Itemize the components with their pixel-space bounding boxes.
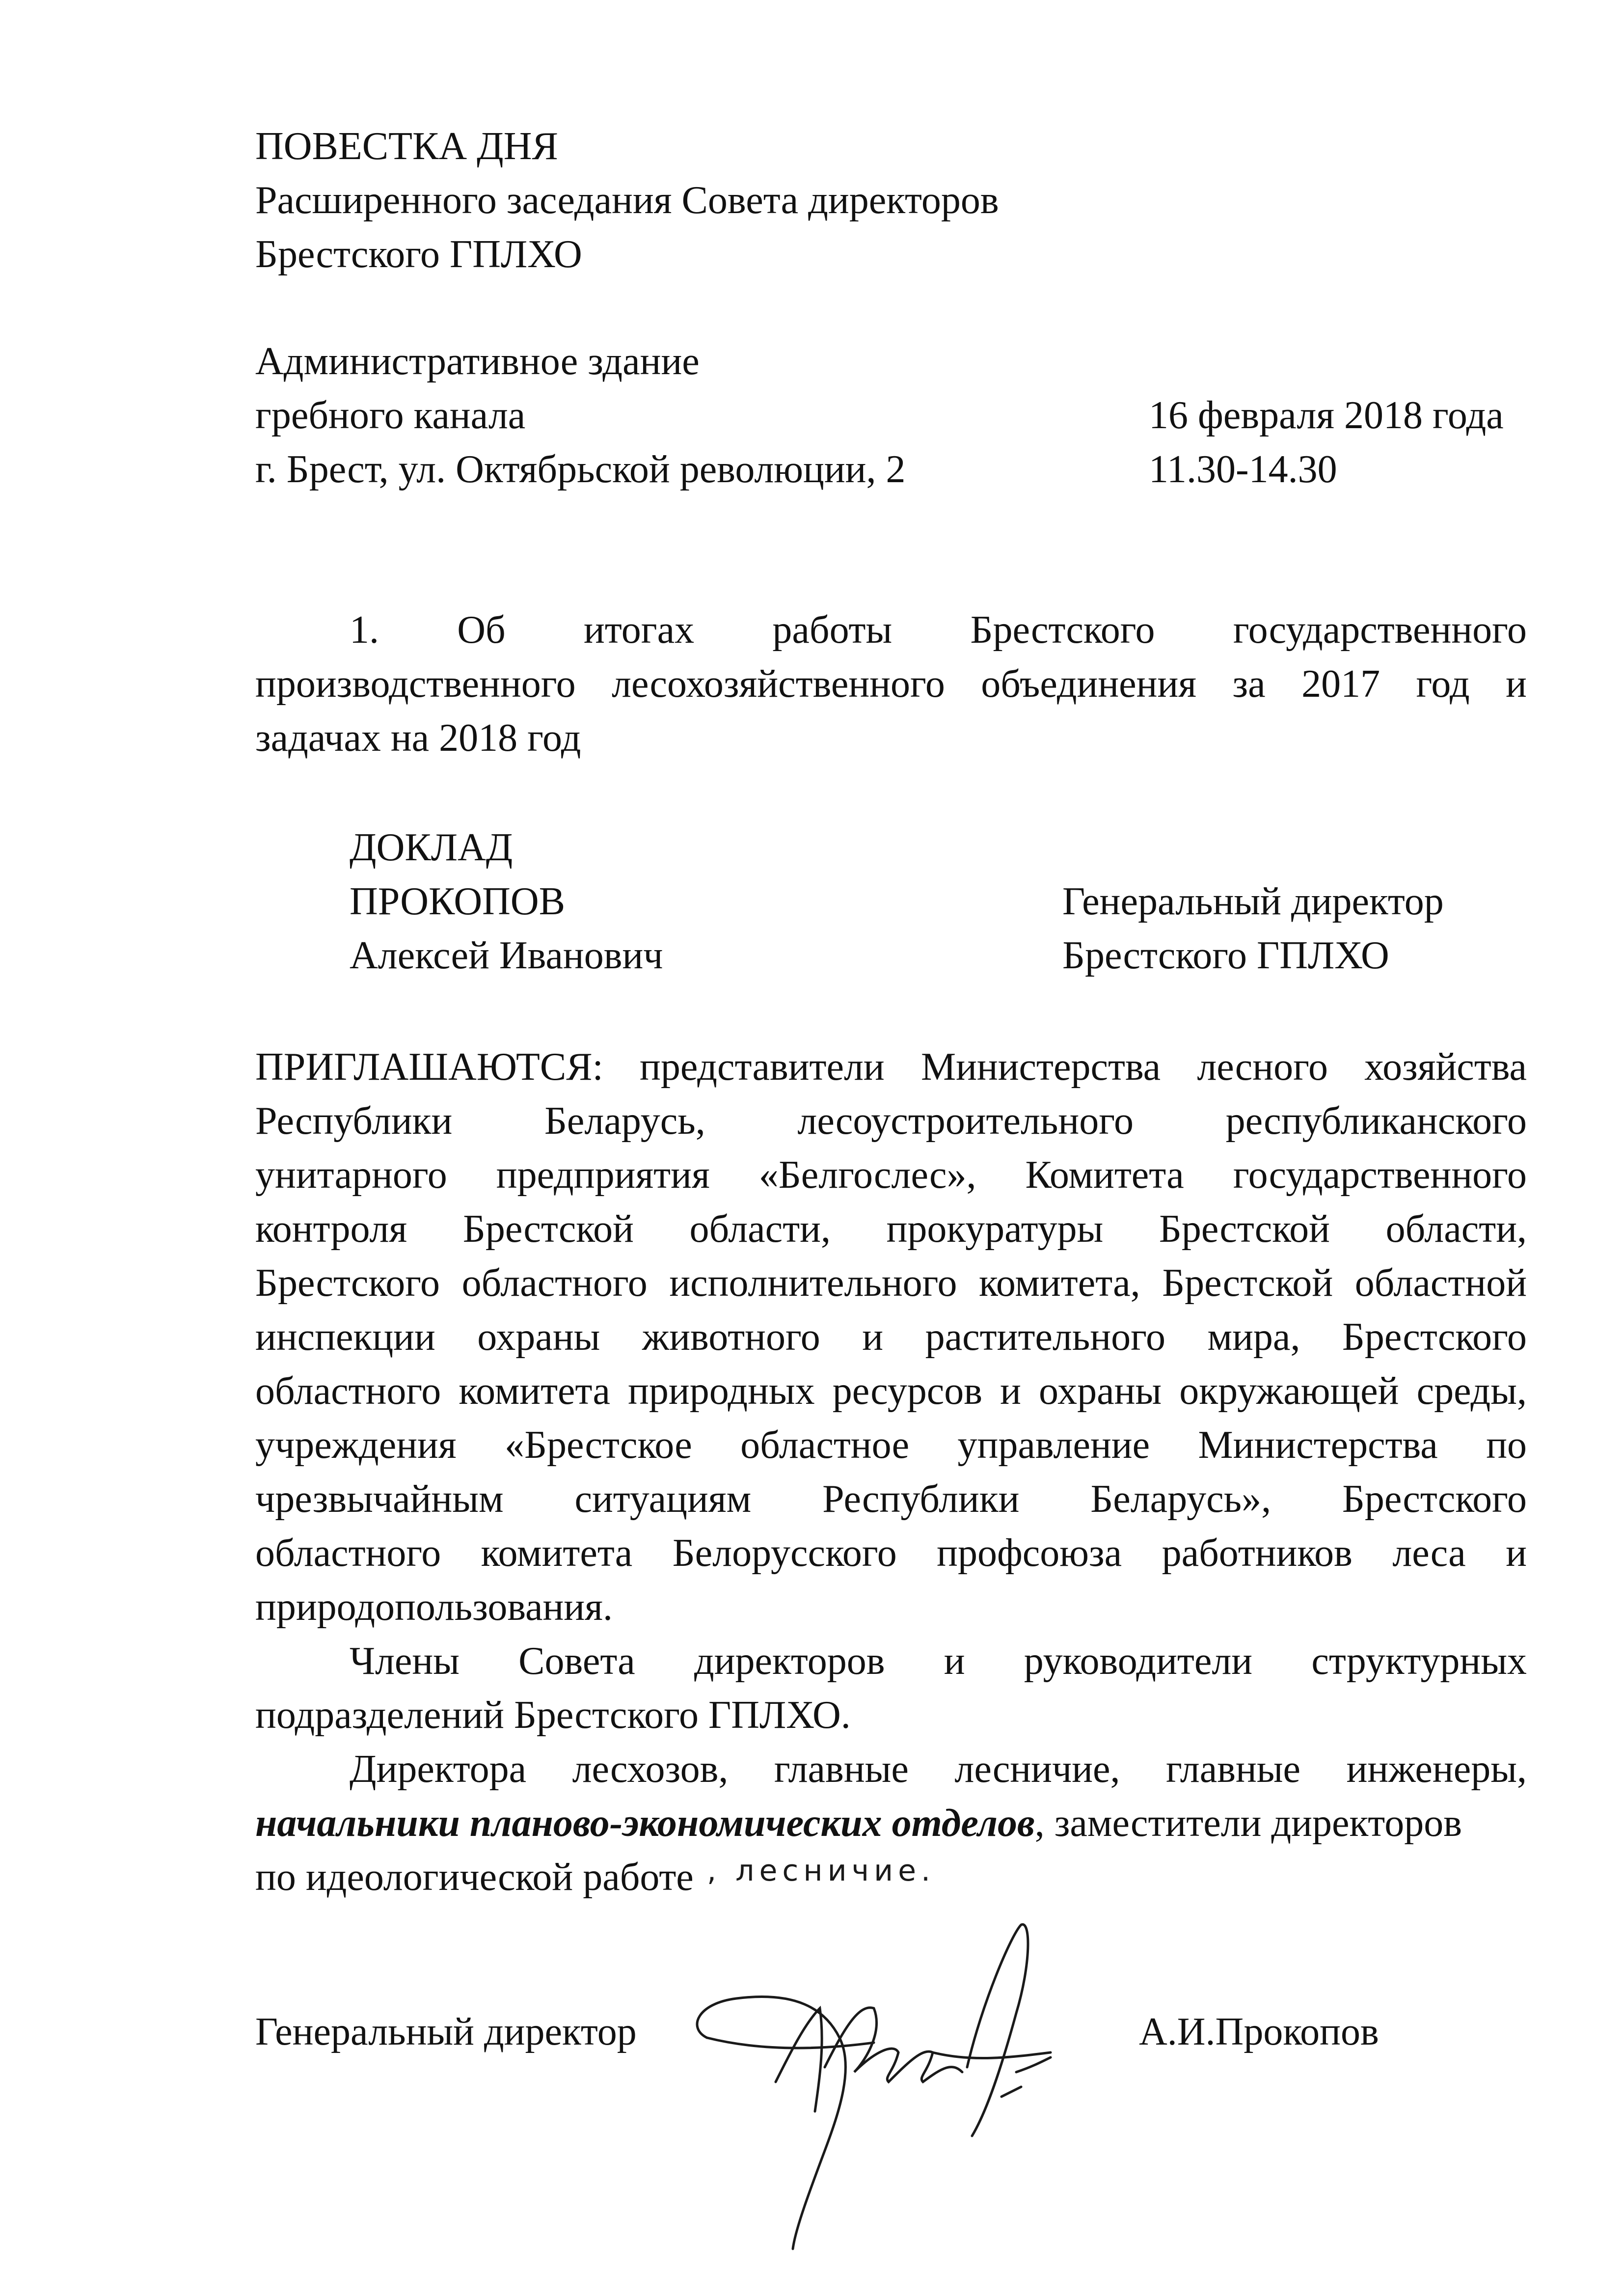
handwritten-signature — [677, 1905, 1085, 2264]
invited-line: инспекции охраны животного и растительного мира, Брестского — [255, 1315, 1527, 1359]
invited-line: учреждения «Брестское областное управление Министерства по — [255, 1423, 1527, 1467]
members-line1: Члены Совета директоров и руководители структурных — [350, 1640, 1527, 1683]
document-subtitle-line2: Брестского ГПЛХО — [255, 233, 582, 276]
directors-bold-text: начальники планово-экономических отделов — [255, 1802, 1035, 1845]
invited-line: ПРИГЛАШАЮТСЯ: представители Министерства лесного хозяйства — [255, 1045, 1527, 1089]
agenda-item1-line3: задачах на 2018 год — [255, 716, 581, 760]
directors-line2-rest: , заместители директоров — [1034, 1802, 1462, 1845]
speaker-position-line1: Генеральный директор — [1062, 880, 1444, 923]
directors-line2 — [255, 1804, 1462, 1843]
agenda-item1-line2: производственного лесохозяйственного объединения за 2017 год и — [255, 662, 1527, 706]
invited-line: контроля Брестской области, прокуратуры Брестской области, — [255, 1207, 1527, 1251]
report-label: ДОКЛАД — [350, 826, 513, 869]
invited-line: областного комитета Белорусского профсоюза работников леса и — [255, 1531, 1527, 1575]
signature-name: А.И.Прокопов — [1139, 2010, 1379, 2053]
invited-line: унитарного предприятия «Белгослес», Комитета государственного — [255, 1153, 1527, 1197]
invited-line: Республики Беларусь, лесоустроительного республиканского — [255, 1099, 1527, 1143]
venue-line2: гребного канала — [255, 394, 526, 437]
directors-line3: по идеологической работе — [255, 1856, 694, 1899]
document-subtitle-line1: Расширенного заседания Совета директоров — [255, 179, 999, 222]
signature-position: Генеральный директор — [255, 2010, 637, 2053]
agenda-item1-line1: 1. Об итогах работы Брестского государственного — [350, 608, 1527, 652]
invited-line: природопользования. — [255, 1585, 613, 1629]
speaker-name: Алексей Иванович — [350, 934, 663, 977]
directors-line1: Директора лесхозов, главные лесничие, главные инженеры, — [350, 1748, 1527, 1791]
venue-line1: Административное здание — [255, 340, 700, 383]
members-line2: подразделений Брестского ГПЛХО. — [255, 1694, 851, 1737]
invited-line: областного комитета природных ресурсов и охраны окружающей среды, — [255, 1369, 1527, 1413]
venue-line3: г. Брест, ул. Октябрьской революции, 2 — [255, 448, 906, 491]
meeting-date: 16 февраля 2018 года — [1149, 394, 1504, 437]
handwritten-addition: , лесничие. — [707, 1854, 936, 1888]
speaker-position-line2: Брестского ГПЛХО — [1062, 934, 1389, 977]
meeting-time: 11.30-14.30 — [1149, 448, 1337, 491]
document-title: ПОВЕСТКА ДНЯ — [255, 125, 558, 168]
invited-line: чрезвычайным ситуациям Республики Беларусь», Брестского — [255, 1477, 1527, 1521]
invited-line: Брестского областного исполнительного комитета, Брестской областной — [255, 1261, 1527, 1305]
speaker-surname: ПРОКОПОВ — [350, 880, 566, 923]
